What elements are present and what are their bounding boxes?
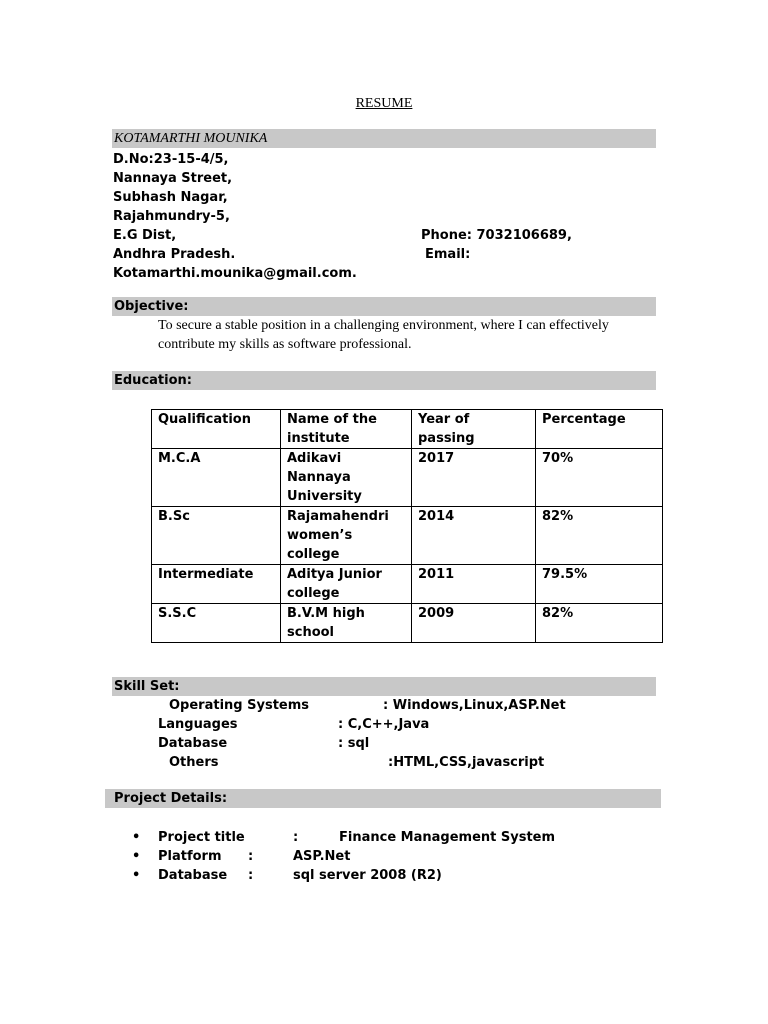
project-detail-label: Project title (158, 830, 245, 845)
project-detail-label: Database (158, 868, 228, 883)
skills-heading: Skill Set: (114, 679, 180, 694)
cell-institute: Aditya Junior college (281, 565, 412, 604)
project-detail-separator: : (293, 830, 299, 845)
cell-qualification: Intermediate (152, 565, 281, 604)
project-heading: Project Details: (114, 791, 228, 806)
address-line: Subhash Nagar, (113, 190, 228, 205)
phone-number: Phone: 7032106689, (421, 228, 572, 243)
cell-qualification: M.C.A (152, 449, 281, 507)
bullet-icon: • (132, 868, 141, 883)
cell-qualification: B.Sc (152, 507, 281, 565)
cell-percentage: 82% (536, 507, 663, 565)
education-table (151, 409, 663, 643)
address-line: D.No:23-15-4/5, (113, 152, 229, 167)
cell-year: 2014 (412, 507, 536, 565)
skill-label: Others (169, 755, 219, 770)
skills-heading-bar (112, 677, 656, 696)
header-institute: Name of the institute (281, 410, 412, 449)
cell-percentage: 79.5% (536, 565, 663, 604)
cell-percentage: 70% (536, 449, 663, 507)
cell-year: 2011 (412, 565, 536, 604)
cell-year: 2009 (412, 604, 536, 643)
address-line: Andhra Pradesh. (113, 247, 236, 262)
candidate-name: KOTAMARTHI MOUNIKA (114, 131, 268, 146)
project-detail-label: Platform (158, 849, 222, 864)
cell-percentage: 82% (536, 604, 663, 643)
cell-year: 2017 (412, 449, 536, 507)
email-address[interactable]: Kotamarthi.mounika@gmail.com. (113, 266, 357, 281)
education-heading-bar (112, 371, 656, 390)
bullet-icon: • (132, 849, 141, 864)
table-row (152, 449, 663, 507)
page-title: RESUME (355, 96, 413, 111)
skill-value: :HTML,CSS,javascript (388, 755, 545, 770)
objective-text-line: contribute my skills as software professional. (158, 337, 412, 352)
project-detail-value: Finance Management System (339, 830, 556, 845)
project-detail-separator: : (248, 849, 254, 864)
bullet-icon: • (132, 830, 141, 845)
education-heading: Education: (114, 373, 192, 388)
skill-label: Database (158, 736, 228, 751)
skill-value: : sql (338, 736, 370, 751)
skill-value: : C,C++,Java (338, 717, 430, 732)
address-line: Nannaya Street, (113, 171, 233, 186)
skill-label: Languages (158, 717, 238, 732)
cell-institute: Adikavi Nannaya University (281, 449, 412, 507)
objective-heading: Objective: (114, 299, 189, 314)
header-year: Year of passing (412, 410, 536, 449)
skill-label: Operating Systems (169, 698, 310, 713)
cell-institute: Rajamahendri women’s college (281, 507, 412, 565)
table-row (152, 604, 663, 643)
address-line: E.G Dist, (113, 228, 177, 243)
project-detail-value: sql server 2008 (R2) (293, 868, 442, 883)
table-header-row (152, 410, 663, 449)
project-detail-separator: : (248, 868, 254, 883)
header-percentage: Percentage (536, 410, 663, 449)
cell-institute: B.V.M high school (281, 604, 412, 643)
header-qualification: Qualification (152, 410, 281, 449)
objective-heading-bar (112, 297, 656, 316)
project-detail-value: ASP.Net (293, 849, 351, 864)
email-label: Email: (425, 247, 471, 262)
address-line: Rajahmundry-5, (113, 209, 230, 224)
table-row (152, 565, 663, 604)
skill-value: : Windows,Linux,ASP.Net (383, 698, 566, 713)
cell-qualification: S.S.C (152, 604, 281, 643)
table-row (152, 507, 663, 565)
objective-text-line: To secure a stable position in a challenging environment, where I can effectively (158, 318, 609, 333)
